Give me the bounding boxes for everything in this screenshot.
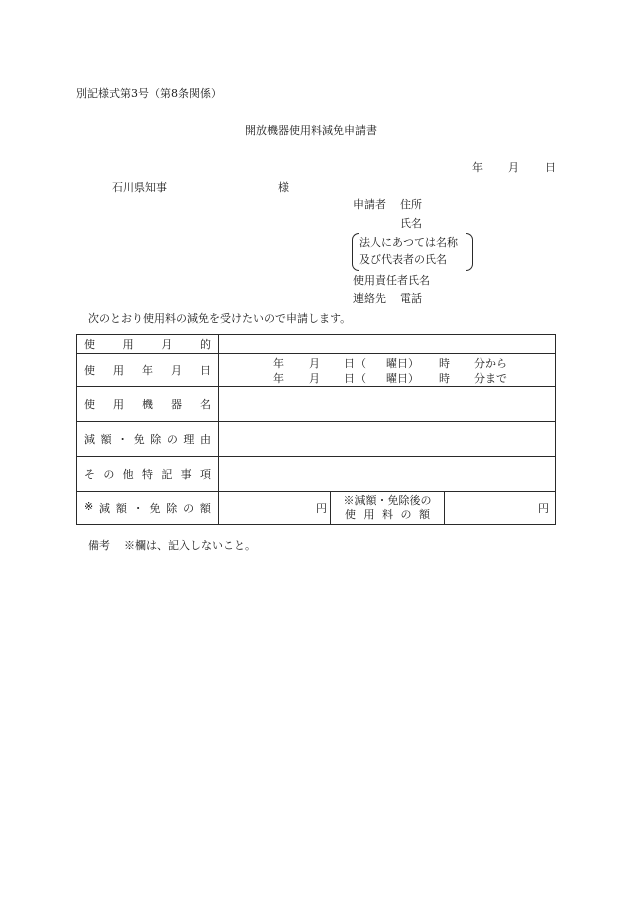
corporate-note-line2: 及び代表者の氏名	[359, 253, 447, 266]
footnote-text: ※欄は、記入しないこと。	[124, 539, 256, 552]
after-amount-label-cell	[331, 492, 445, 525]
to-minute: 分まで	[474, 371, 507, 385]
to-hour: 時	[439, 371, 450, 385]
responsible-person-label: 使用責任者氏名	[353, 274, 430, 287]
amount-value[interactable]	[219, 492, 331, 525]
remarks-label-cell	[77, 457, 219, 492]
datetime-label: 使 用 年 月 日	[84, 364, 211, 377]
row-purpose	[77, 335, 556, 354]
from-minute: 分から	[474, 356, 507, 370]
remarks-value[interactable]	[219, 457, 556, 492]
date-month-label: 月	[508, 161, 519, 174]
purpose-label-cell	[77, 335, 219, 354]
remarks-label: そ の 他 特 記 事 項	[84, 468, 211, 481]
corporate-note-line1: 法人にあつては名称	[359, 236, 458, 249]
from-weekday: 曜日）	[386, 356, 419, 370]
after-amount-value[interactable]	[445, 492, 556, 525]
purpose-label: 使 用 月 的	[84, 338, 211, 351]
right-bracket	[466, 233, 473, 271]
reason-label: 減 額 ・ 免 除 の 理 由	[84, 433, 211, 446]
amount-label: ※ 減 額 ・ 免 除 の 額	[84, 500, 211, 515]
row-reason	[77, 422, 556, 457]
amount-label-cell	[77, 492, 219, 525]
to-day: 日（	[344, 371, 366, 385]
applicant-label: 申請者	[353, 198, 386, 211]
form-number: 別記様式第3号（第8条関係）	[76, 87, 222, 100]
equipment-label: 使 用 機 器 名	[84, 398, 211, 411]
row-equipment	[77, 387, 556, 422]
after-amount-yen-unit: 円	[538, 502, 550, 515]
contact-label: 連絡先	[353, 292, 386, 305]
to-weekday: 曜日）	[386, 371, 419, 385]
from-hour: 時	[439, 356, 450, 370]
amount-yen-unit: 円	[316, 502, 327, 515]
row-datetime	[77, 354, 556, 387]
datetime-label-cell	[77, 354, 219, 387]
equipment-value[interactable]	[219, 387, 556, 422]
from-year: 年	[273, 356, 284, 370]
reason-label-cell	[77, 422, 219, 457]
application-table	[76, 334, 556, 525]
addressee-honorific: 様	[278, 181, 289, 194]
after-amount-label-line1: ※減額・免除後の	[343, 494, 432, 507]
left-bracket	[352, 233, 359, 271]
intro-text: 次のとおり使用料の減免を受けたいので申請します。	[88, 312, 352, 325]
addressee-name: 石川県知事	[112, 181, 167, 194]
name-label: 氏名	[400, 217, 422, 230]
date-day-label: 日	[545, 161, 556, 174]
from-day: 日（	[344, 356, 366, 370]
to-month: 月	[309, 371, 320, 385]
date-year-label: 年	[472, 161, 483, 174]
from-month: 月	[309, 356, 320, 370]
datetime-value[interactable]	[219, 354, 556, 387]
reason-value[interactable]	[219, 422, 556, 457]
row-remarks	[77, 457, 556, 492]
to-year: 年	[273, 371, 284, 385]
after-amount-label-line2: 使 用 料 の 額	[345, 508, 430, 521]
phone-label: 電話	[400, 292, 422, 305]
equipment-label-cell	[77, 387, 219, 422]
footnote-label: 備考	[88, 539, 110, 552]
form-title: 開放機器使用料減免申請書	[245, 124, 377, 137]
row-amount	[77, 492, 556, 525]
address-label: 住所	[400, 198, 422, 211]
purpose-value[interactable]	[219, 335, 556, 354]
